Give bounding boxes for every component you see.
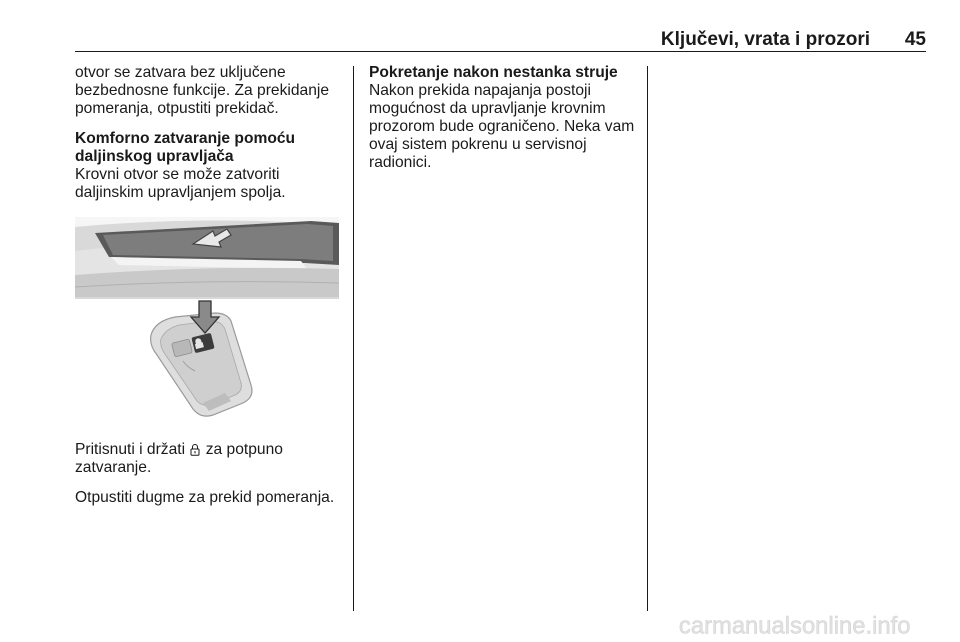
header-rule	[75, 51, 926, 52]
column-divider-right	[647, 66, 648, 611]
watermark-logo	[618, 608, 936, 642]
remote-key-illustration	[75, 299, 339, 423]
press-hold-instruction	[75, 441, 345, 477]
press-hold-text-before: Pritisnuti i držati	[75, 441, 186, 458]
section-heading-remote-closing: Komforno zatvaranje pomoću daljinskog upravljača	[75, 130, 296, 165]
column-divider-left	[353, 66, 354, 611]
intro-paragraph: otvor se zatvara bez uključene bezbednosne funkcije. Za prekidanje pomeranja, otpustiti prekidač.	[75, 64, 329, 117]
release-instruction: Otpustiti dugme za prekid pomeranja.	[75, 489, 335, 506]
lock-key-icon	[190, 443, 200, 456]
remote-closing-paragraph: Krovni otvor se može zatvoriti daljinskim upravljanjem spolja.	[75, 166, 286, 201]
left-column	[75, 64, 345, 519]
svg-text:carmanualsonline.info: carmanualsonline.info	[678, 612, 911, 640]
middle-column	[369, 64, 639, 184]
section-heading-power-loss: Pokretanje nakon nestanka struje	[369, 64, 618, 81]
sunroof-remote-illustration	[75, 217, 339, 423]
roof-panel-illustration	[75, 217, 339, 297]
page-number: 45	[904, 29, 926, 50]
page-header-title: Ključevi, vrata i prozori	[660, 29, 870, 50]
power-loss-paragraph: Nakon prekida napajanja postoji mogućnost da upravljanje krovnim prozorom bude ograničeno. Neka vam ovaj sistem pokrenu u servisnoj radionici.	[369, 82, 635, 171]
press-hold-text-after: za potpuno zatvaranje.	[75, 441, 283, 476]
